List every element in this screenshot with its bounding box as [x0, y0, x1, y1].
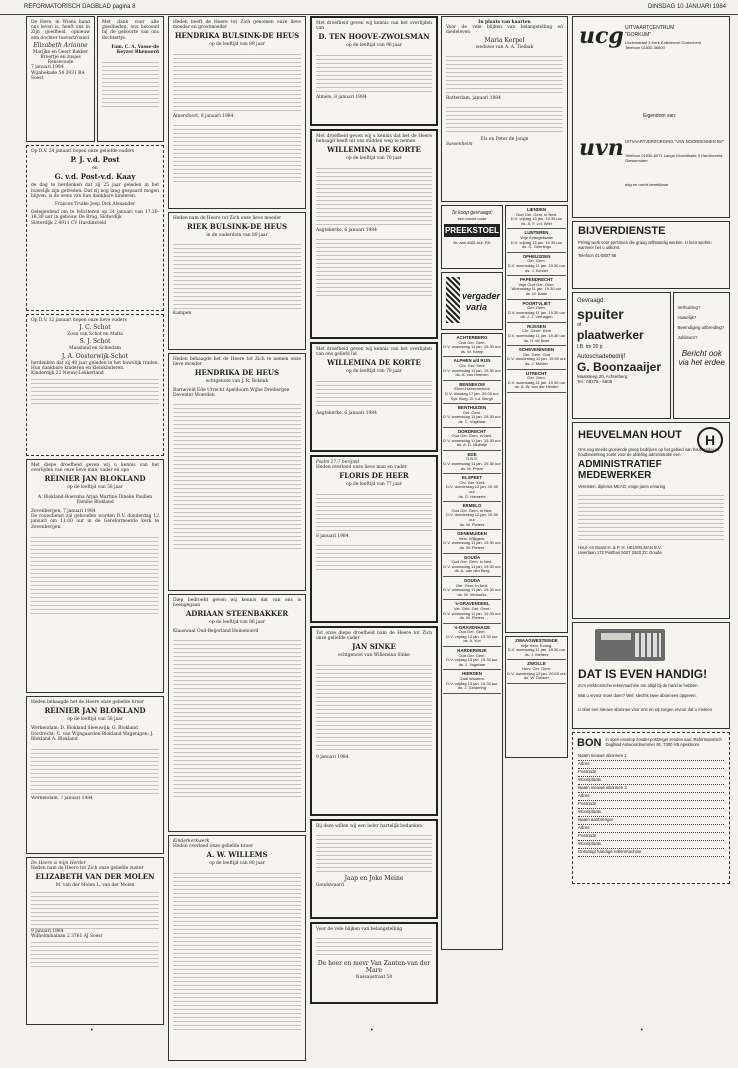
death-notice-de-korte: Met droefheid geven wij u kennis dat het de Heere behaagd heeft uit ons midden weg te nemen WILLEMINA DE KORTE op de leeftijd van 70 jaar Aagtekerke, 6 januari 1984: [310, 129, 438, 339]
church-town: DORDRECHT: [457, 428, 487, 434]
church-town: SCHEVENINGEN: [518, 347, 555, 353]
bon-field[interactable]: Woonplaats: [578, 777, 724, 785]
heuvelman-hout-ad: HEUVELMAN HOUT H Ons nog steeds groeiende groep bedrijven op het gebied van houthandel en houtbewerking zoekt voor de afdeling administratie een ADMINISTRATIEF MEDEWERKER Vereisten: diploma MEAO, enige jaren ervaring Hout- en Board H. & P. H. HEUVELMAN B.V. Uiverlaan 172 Postbus 5007 2920 ZC Gouda: [572, 422, 730, 619]
church-who: Spr. Burg. G. v.d. Bergh: [450, 395, 494, 401]
church-town: BENNEKOM: [459, 381, 485, 387]
church-name: Oud Ger. Gem.: [458, 629, 486, 635]
church-name: Herv. Ger. Gem.: [522, 665, 551, 671]
church-service-item: [443, 554, 501, 577]
anniversary-name-2: G. v.d. Post-v.d. Kaay: [54, 172, 136, 182]
bon-field[interactable]: Naam nieuwe abonnee 1: [578, 753, 724, 761]
church-time: D.V. donderdag 12 jan. 20.00 uur: [507, 670, 566, 676]
birth-notice: De Here, in Wiens hand ons leven is, heeft ons in Zijn goedheid opnieuw een dochter toevertrouwd Elizabeth Arianne Marijke en Geert Bakker Broertje en zusjes Renswoude 7 januari 1984 Wijnbekade 54 3931 RA Soest: [26, 16, 95, 142]
bericht-erdee-ad: Verhuizing? Huwelijk? Beeindiging uitbreiding? Jubileum? Bericht ook via het erdee: [673, 292, 730, 419]
church-town: GOUDA: [463, 554, 481, 560]
church-name: Ger. Gem.: [527, 258, 546, 264]
church-name: Chr. Ger. Kerk: [459, 479, 485, 485]
church-time: D.V. vrijdag 13 jan. 19.30 uur: [446, 680, 498, 686]
church-who: ds. W. Pieters: [459, 521, 485, 527]
death-notice-steenbakker: Diep bedroefd geven wij kennis dat van ons is heengegaan ADRIAAN STEENBAKKER op de leeftijd van 86 jaar Klaaswaal Oud-Beijerland Heinenoord: [168, 594, 306, 832]
church-time: D.V. woensdag 11 jan. 19.30 uur: [443, 367, 501, 373]
church-time: D.V. vrijdag 13 jan. 19.30 uur: [446, 657, 498, 663]
church-service-item: [507, 300, 566, 323]
church-who: ds. J. J. Verhagen: [520, 314, 553, 320]
bon-coupon: BON in open envelop zonder postzegel zenden aan: Reformatorisch Dagblad Antwoordnummer 92, 7300 VB Apeldoorn Naam nieuwe abonnee 1 Adres Postcode Woonplaats Naam nieuwe abonnee 2 Adres Postcode Woonplaats Naam aanbrenger Adres Postcode Woonplaats Ontvangt handige rekenmachine: [572, 732, 730, 884]
church-town: ERMELO: [462, 503, 482, 509]
church-time: D.V. woensdag 11 jan. 19.30 uur: [443, 563, 501, 569]
death-notice-riek-bulsink: Heden nam de Heere tot Zich onze lieve moeder RIEK BULSINK-DE HEUS in de ouderdom van 89 jaar Kampen: [168, 212, 306, 350]
church-time: D.V. woensdag 11 jan. 19.30 uur: [507, 309, 566, 315]
pattern-icon: [446, 277, 460, 323]
church-who: ds. A. van den Berg: [454, 568, 490, 574]
church-services-list-2: [505, 205, 568, 633]
church-town: RIJSSEN: [527, 323, 546, 329]
church-service-item: [443, 670, 501, 693]
church-town: ZWAAGWESTEINDE: [515, 638, 558, 643]
death-notice-van-der-molen: De Heere is mijn Herder Heden nam de Heere tot Zich onze geliefde zuster ELIZABETH VAN DER MOLEN M. van der Molen L. van der Molen 9 januari 1984 Wilhelminalaan 2 3761 AJ Soest: [26, 857, 164, 1025]
church-time: D.V. woensdag 11 jan. 19.30 uur: [443, 414, 501, 420]
church-service-item: [443, 502, 501, 530]
church-services-list-3: [505, 636, 568, 758]
church-service-item: [443, 474, 501, 502]
church-time: D.V. woensdag 11 jan. 19.30 uur: [443, 610, 501, 616]
bon-field[interactable]: Adres: [578, 761, 724, 769]
church-time: D.V. woensdag 11 jan. 19.30 uur: [443, 461, 501, 467]
church-service-item: [443, 357, 501, 380]
church-town: UTRECHT: [526, 370, 547, 376]
church-service-item: [507, 323, 566, 346]
thanks-kerpel: In plaats van kaarten Voor de vele blijken van belangstelling en medeleven Maria Kerpel weduwe van A. A. Tielbak Rotterdam, januari 1984 Els en Peter de Jonge Sassenheim: [441, 16, 568, 202]
church-who: ds. J. Melters: [524, 651, 549, 657]
uitvaartcentrum-ad: ucg UITVAARTCENTRUM "GORKUM" Lindenstraat 3 Kerk Kalkheuvel Gorinchem Telefoon 01830-36600 Eigendom van: uvn UITVAARTVERZORGING "VAN NOORDENNEN BV" Telefoon 01830-6071 Lange Grachtkade 5 Hardinxveld-Giessendam dag en nacht bereikbaar: [572, 16, 730, 218]
church-town: POORTVLIET: [522, 300, 551, 306]
church-who: ds. W. Kamp: [460, 348, 484, 354]
anniversary-name-1: P. J. v.d. Post: [70, 155, 120, 165]
baby-name: Elizabeth Arianne: [33, 41, 88, 49]
death-notice-floris-de-heer: Psalm 27:7 berijmd Heden overleed onze lieve man en vader FLORIS DE HEER op de leeftijd van 77 jaar 8 januari 1984: [310, 455, 438, 623]
church-service-item: [443, 577, 501, 600]
church-time: D.V. donderdag 12 jan. 19.30 uur: [507, 356, 566, 362]
paper-date: DINSDAG 10 JANUARI 1984: [647, 4, 726, 10]
church-service-item: [443, 600, 501, 623]
church-name: Chr. Geref. Kerk: [522, 328, 551, 334]
column-2: [168, 16, 306, 1064]
church-time: D.V. vrijdag 13 jan. 19.30 uur: [510, 216, 563, 222]
church-services-list: [441, 333, 503, 950]
church-name: Ger. Gem.: [462, 409, 482, 415]
church-town: HIERDEN: [462, 671, 482, 677]
church-time: D.V. dinsdag 17 jan. 20.00 uur: [445, 390, 499, 396]
church-name: Oud Ger. Gem.: [458, 339, 486, 345]
bon-field[interactable]: Naam aanbrenger: [578, 817, 724, 825]
church-time: D.V. woensdag 11 jan. 19.30 uur: [443, 587, 501, 593]
church-service-item: [443, 428, 501, 451]
church-who: ds. J. Kieviet: [525, 267, 548, 273]
church-time: D.V. woensdag 11 jan. 19.30 uur: [507, 262, 566, 268]
thanks-notice: Met dank voor alle goedheden, ons betoond bij de geboorte van ons dochtertje. Fam. C. A. Vasse-de Keyzer Rhenoord: [97, 16, 164, 142]
church-who: ds. A. W. van der Heiden: [514, 384, 559, 390]
preekstoel-ad: Te koop gevraagd: een mooie oude PREEKSTOEL Br. aan 4681 bur. RD: [441, 205, 503, 269]
church-time: D.V. woensdag 11 jan. 19.30 uur: [507, 647, 566, 653]
church-town: GENEMUIDEN: [457, 531, 487, 537]
church-name: Ger. Gem. in Ned.: [455, 582, 489, 588]
bon-field[interactable]: Naam nieuwe abonnee 2: [578, 785, 724, 793]
church-town: LUNTEREN: [524, 230, 549, 236]
church-name: Oud Ger. Gem.: [458, 652, 486, 658]
bon-field[interactable]: Woonplaats: [578, 841, 724, 849]
church-name: Eben-Haezerschool: [454, 386, 490, 392]
church-town: HARDERWIJK: [457, 648, 487, 654]
church-name: Ger. Gem.: [527, 375, 546, 381]
church-name: Herv. Wijkgem.: [458, 535, 486, 541]
church-name: Ver. Geb. Ger. Gem.: [453, 605, 491, 611]
church-town: OPHEUSDEN: [522, 253, 551, 259]
church-town: ZWOLLE: [527, 661, 546, 667]
church-service-item: [443, 530, 501, 553]
church-name: G.B.S.: [466, 456, 478, 462]
church-town: LIENDEN: [526, 207, 547, 212]
bon-field[interactable]: Woonplaats: [578, 809, 724, 817]
church-who: ds. W. Pieters: [459, 544, 485, 550]
church-town: 's-GRAVENHAGE: [453, 624, 491, 630]
column-1: [26, 16, 164, 1028]
church-who: ds. A. Kot: [463, 638, 481, 644]
death-notice-jan-sinke: Tot onze diepe droefheid nam de Heere tot Zich onze geliefde vader JAN SINKE echtgenoot van Willemina Sinke 9 januari 1984: [310, 626, 438, 816]
church-time: D.V. vrijdag 13 jan. 19.30 uur: [446, 633, 498, 639]
death-notice-blokland: Met diepe droefheid geven wij u kennis van het overlijden van onze lieve man, vader en opa REINIER JAN BLOKLAND op de leeftijd van 58 jaar A. Blokland-Boersma Arjan Martine Dineke Paulien Familie Blokland Zevenbergen, 7 januari 1984 De rouwdienst zal gehouden worden D.V. donderdag 12 januari om 11.00 uur in de Gereformeerde kerk te Zevenbergen.: [26, 459, 164, 693]
bon-field[interactable]: Postcode: [578, 769, 724, 777]
church-name: Oud Ger. Gem. in Ned.: [451, 507, 493, 513]
church-who: ds. A. van Heteren: [455, 372, 489, 378]
bon-field[interactable]: Adres: [578, 793, 724, 801]
church-service-item: [507, 229, 566, 252]
death-notice-bulsink: Heden heeft de Heere tot Zich genomen onze lieve moeder en grootmoeder HENDRIKA BULSINK-DE HEUS op de leeftijd van 89 jaar Amersfoort, 8 januari 1984: [168, 16, 306, 209]
anniversary-notice: Op D.V. 24 januari hopen onze geliefde ouders P. J. v.d. Post en G. v.d. Post-v.d. Kaay de dag te herdenken dat zij 25 jaar geleden in het huwelijk zijn getreden. Dat zij nog lang gespaard mogen blijven, is de wens van hun dankbare kinderen. Frances Truike Joep Dirk Alexander Gelegenheid om te feliciteren op 24 januari van 17.30-18.30 uur in gebouw De Brug, Sloterdijk Sloterdijk 2 4911 CV Hardinxveld: [26, 145, 164, 311]
church-name: Ger. Gem.: [527, 305, 546, 311]
dat-is-even-handig-ad: DAT IS EVEN HANDIG! Zo'n elektronische rekenmachine om altijd bij de hand te hebben Wat u ervoor moet doen? Wel: slechts twee abonnees opgeven. U doet een nieuwe abonnee voor ons en wij zorgen ervoor dat u meteen: [572, 622, 730, 729]
church-service-item: [507, 660, 566, 683]
church-who: ds. M. Baan: [525, 290, 548, 296]
column-5: [572, 16, 730, 887]
death-notice-blokland-2: Heden behaagde het de Heere onze geliefde broer REINIER JAN BLOKLAND op de leeftijd van 58 jaar Werkendam: D. Blokland Sleeuwijk: G. Blokland Dordrecht: C. van Wijngaarden-Blokland Wagenigen: J. Blokland A. Blokland Werkendam, 7 januari 1984: [26, 696, 164, 854]
church-name: Oud Ger. Gem. in Ned.: [451, 559, 493, 565]
church-time: D.V. woensdag 11 jan. 19.30 uur: [507, 379, 566, 385]
church-service-item: [443, 334, 501, 357]
church-name: Vrije Evangelisatie: [520, 234, 553, 240]
death-notice-willems: Kinderkerkwerk Heden overleed onze geliefde broer A. W. WILLEMS op de leeftijd van 80 jaar: [168, 835, 306, 1061]
thanks-meine: Bij deze willen wij een ieder hartelijk bedanken Jaap en Joke Meine Goudswaard: [310, 819, 438, 919]
page-header: [0, 0, 738, 15]
q-verhuizing: Verhuizing?: [677, 305, 701, 310]
thanks-van-zanten: Voor de vele blijken van belangstelling De heer en mevr Van Zanten-van der Mare Nassaustraat 50: [310, 922, 438, 1004]
church-who: ds. J. Geldering: [457, 685, 486, 691]
church-who: ds. A. F. v.d. Wiel: [521, 220, 552, 226]
church-time: D.V. woensdag 11 jan. 19.30 uur: [443, 540, 501, 546]
church-who: ds. A. D. Muilwijk: [456, 442, 488, 448]
bon-field[interactable]: Ontvangt handige rekenmachine: [578, 849, 724, 857]
church-service-item: [443, 647, 501, 670]
church-service-item: [507, 370, 566, 393]
church-town: ELSPEET: [461, 475, 482, 481]
church-service-item: [507, 253, 566, 276]
church-who: ds. H. de Boer: [523, 337, 550, 343]
bon-field[interactable]: Postcode: [578, 801, 724, 809]
church-time: D.V. donderdag 12 jan. 19.30 uur: [446, 512, 498, 522]
church-time: D.V. woensdag 11 jan. 19.30 uur: [443, 344, 501, 350]
church-town: EDE: [467, 451, 477, 457]
church-who: ds. G. Hamerts: [458, 493, 486, 499]
death-notice-hendrika-de-heus: Heden behaagde het de Heere tot Zich te nemen onze lieve moeder HENDRIKA DE HEUS echtgenote van J. R. Bolsink Barneveld Ede Utrecht Apeldoorn Wijhe Driebergen Deventer Woerden: [168, 353, 306, 591]
vergader-varia-logo: vergader varia: [441, 272, 503, 330]
church-name: Vrije Herv. Evang.: [520, 642, 553, 648]
uvn-logo: uvn: [579, 135, 624, 161]
church-name: Oud Ger. Gem. in Ned.: [451, 433, 493, 439]
bon-field[interactable]: Postcode: [578, 833, 724, 841]
church-time: D.V. vrijdag 13 jan. 19.30 uur: [510, 239, 563, 245]
church-town: BENTHUIZEN: [457, 405, 487, 411]
church-name: Zaal Wouters: [460, 676, 484, 682]
heuvelman-logo-icon: H: [697, 427, 723, 453]
church-service-item: [507, 206, 566, 229]
preekstoel-title: PREEKSTOEL: [444, 226, 500, 235]
church-service-item: [507, 346, 566, 369]
church-town: 's-GRAVENDEEL: [454, 601, 490, 607]
church-time: D.V. woensdag 11 jan. 19.30 uur: [507, 333, 566, 339]
church-name: Oud Ger. Gem. in Ned.: [516, 211, 557, 217]
anniversary-notice-2: Op D.V. 12 januari hopen onze lieve ouders J. C. Schot Zoon van Schot en Malta S. J. Schot Maasland en Schiedam J. A. Oosterwijk-Schot herdenken dat zij 40 jaar geleden in het huwelijk traden. Hun dankbare kinderen en kleinkinderen. Kinderdijk 22 Nieuw-Lekkerland: [26, 314, 164, 456]
church-who: ds. W. Pieters: [459, 615, 485, 621]
church-town: PAPENDRECHT: [519, 277, 554, 283]
column-3: [310, 16, 438, 1007]
church-service-item: [507, 276, 566, 299]
church-town: GOUDA: [463, 577, 481, 583]
church-who: ds. J. Mulder: [525, 361, 548, 367]
church-name: Vrije Oud Ger. Gem.: [518, 281, 555, 287]
bon-field[interactable]: Adres: [578, 825, 724, 833]
church-who: ds. W. Dekker: [524, 675, 549, 681]
church-who: ds. C. Vogelaar: [458, 418, 486, 424]
ucg-logo: ucg: [579, 23, 624, 49]
church-name: Ger. Gem. Oud: [522, 351, 551, 357]
church-time: D.V. woensdag 11 jan. 19.30 uur: [443, 437, 501, 443]
church-who: ds. G. Geerlings: [522, 244, 551, 250]
death-notice-ten-hoove: Met droefheid geven wij kennis van het overlijden van D. TEN HOOVE-ZWOLSMAN op de leeftijd van 96 jaar Almelo, 8 januari 1984: [310, 16, 438, 126]
column-4: [441, 16, 568, 953]
church-town: ACHTERBERG: [456, 335, 488, 340]
calculator-icon: [595, 629, 665, 661]
church-service-item: [443, 404, 501, 427]
church-who: ds. W. Verhoeks: [457, 591, 487, 597]
church-service-item: [443, 381, 501, 404]
church-name: Chr. Ger. Kerk: [459, 362, 485, 368]
spuiter-ad: Gevraagd: spuiter of plaatwerker LB. tm 20 jr. Autoschadebedrijf G. Boonzaaijer Maatsteeg 20, Achterberg Tel.: 08376 - 6605: [572, 292, 671, 419]
q-huwelijk: Huwelijk?: [677, 315, 697, 320]
church-time: D.V. donderdag 12 jan. 19.30 uur: [446, 484, 498, 495]
death-notice-de-korte-2: Met droefheid geven wij kennis van het overlijden van ons geliefd lid WILLEMINA DE KORTE op de leeftijd van 70 jaar Aagtekerke, 6 januari 1984: [310, 342, 438, 452]
church-service-item: [443, 624, 501, 647]
q-uitbreiding: Beeindiging uitbreiding?: [677, 325, 725, 330]
bijverdienste-ad: BIJVERDIENSTE Prettig werk voor personen die graag zelfstandig werken. U kunt werken wanneer het u uitkomt. Telefoon 01-0807 88: [572, 221, 730, 289]
church-service-item: [443, 451, 501, 474]
paper-title: REFORMATORISCH DAGBLAD pagina 8: [24, 4, 136, 10]
church-who: ds. J. Vogelaar: [458, 661, 486, 667]
church-town: ALPHEN a/d RIJN: [453, 358, 491, 364]
q-jubileum: Jubileum?: [677, 335, 698, 340]
church-service-item: [507, 637, 566, 660]
church-who: ds. M. Priem: [460, 465, 484, 471]
church-time: Woensdag 11 jan. 19.30 uur: [511, 286, 562, 292]
